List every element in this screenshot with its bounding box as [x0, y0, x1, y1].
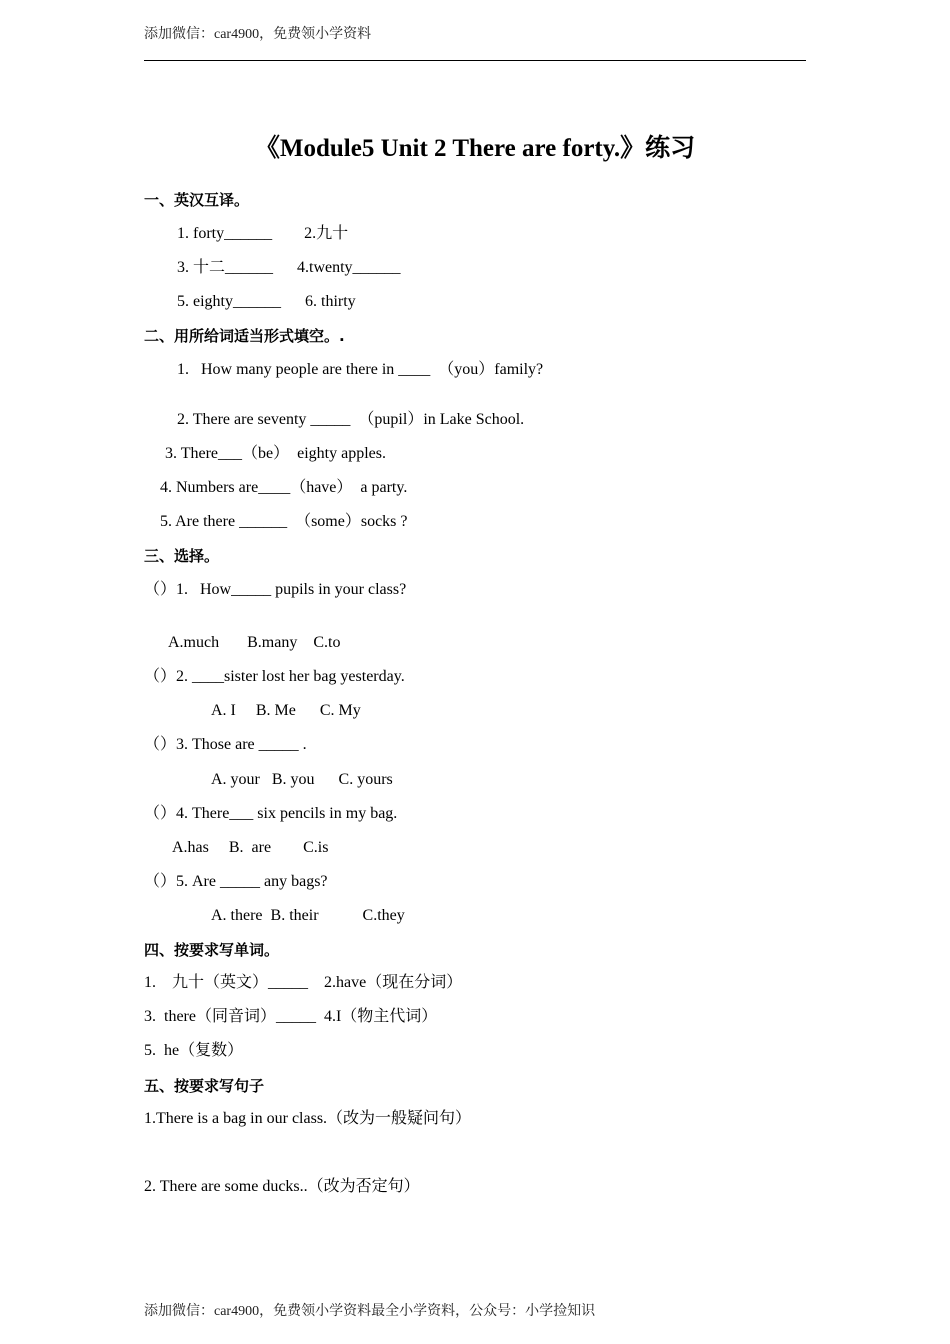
section-2-item: 2. There are seventy _____ （pupil）in Lake School.	[177, 411, 525, 428]
section-2-item: 4. Numbers are____（have） a party.	[160, 479, 408, 496]
section-4-item: 3. there（同音词）_____ 4.I（物主代词）	[144, 1008, 438, 1025]
answer-options: A. your B. you C. yours	[211, 771, 393, 788]
section-5-item: 1.There is a bag in our class.（改为一般疑问句）	[144, 1110, 472, 1127]
answer-options: A.has B. are C.is	[172, 839, 329, 856]
question: （）4. There___ six pencils in my bag.	[144, 805, 398, 822]
answer-options: A.much B.many C.to	[168, 634, 341, 651]
section-4-heading: 四、按要求写单词。	[144, 941, 280, 959]
section-2-item: 5. Are there ______ （some）socks ?	[160, 513, 408, 530]
header-text: 添加微信：car4900，免费领小学资料	[144, 27, 372, 42]
question: （）1. How_____ pupils in your class?	[144, 581, 407, 598]
section-4-item: 5. he（复数）	[144, 1042, 244, 1059]
question: （）3. Those are _____ .	[144, 736, 307, 753]
section-5-heading: 五、按要求写句子	[144, 1077, 265, 1095]
section-1-item: 1. forty______ 2.九十	[177, 225, 349, 242]
answer-options: A. I B. Me C. My	[211, 702, 361, 719]
section-4-item: 1. 九十（英文）_____ 2.have（现在分词）	[144, 974, 463, 991]
footer-text: 添加微信：car4900，免费领小学资料最全小学资料，公众号：小学捡知识	[144, 1304, 596, 1319]
section-1-heading: 一、英汉互译。	[144, 191, 250, 209]
page-title: 《Module5 Unit 2 There are forty.》练习	[254, 135, 696, 162]
answer-options: A. there B. their C.they	[211, 907, 405, 924]
section-2-item: 1. How many people are there in ____ （you）family?	[177, 361, 544, 378]
question: （）5. Are _____ any bags?	[144, 873, 328, 890]
section-1-item: 5. eighty______ 6. thirty	[177, 293, 356, 310]
section-3-heading: 三、选择。	[144, 547, 220, 565]
header-divider	[144, 60, 806, 61]
section-5-item: 2. There are some ducks..（改为否定句）	[144, 1178, 420, 1195]
section-2-item: 3. There___（be） eighty apples.	[165, 445, 386, 462]
section-2-heading: 二、用所给词适当形式填空。.	[144, 327, 345, 345]
question: （）2. ____sister lost her bag yesterday.	[144, 668, 405, 685]
section-1-item: 3. 十二______ 4.twenty______	[177, 259, 401, 276]
